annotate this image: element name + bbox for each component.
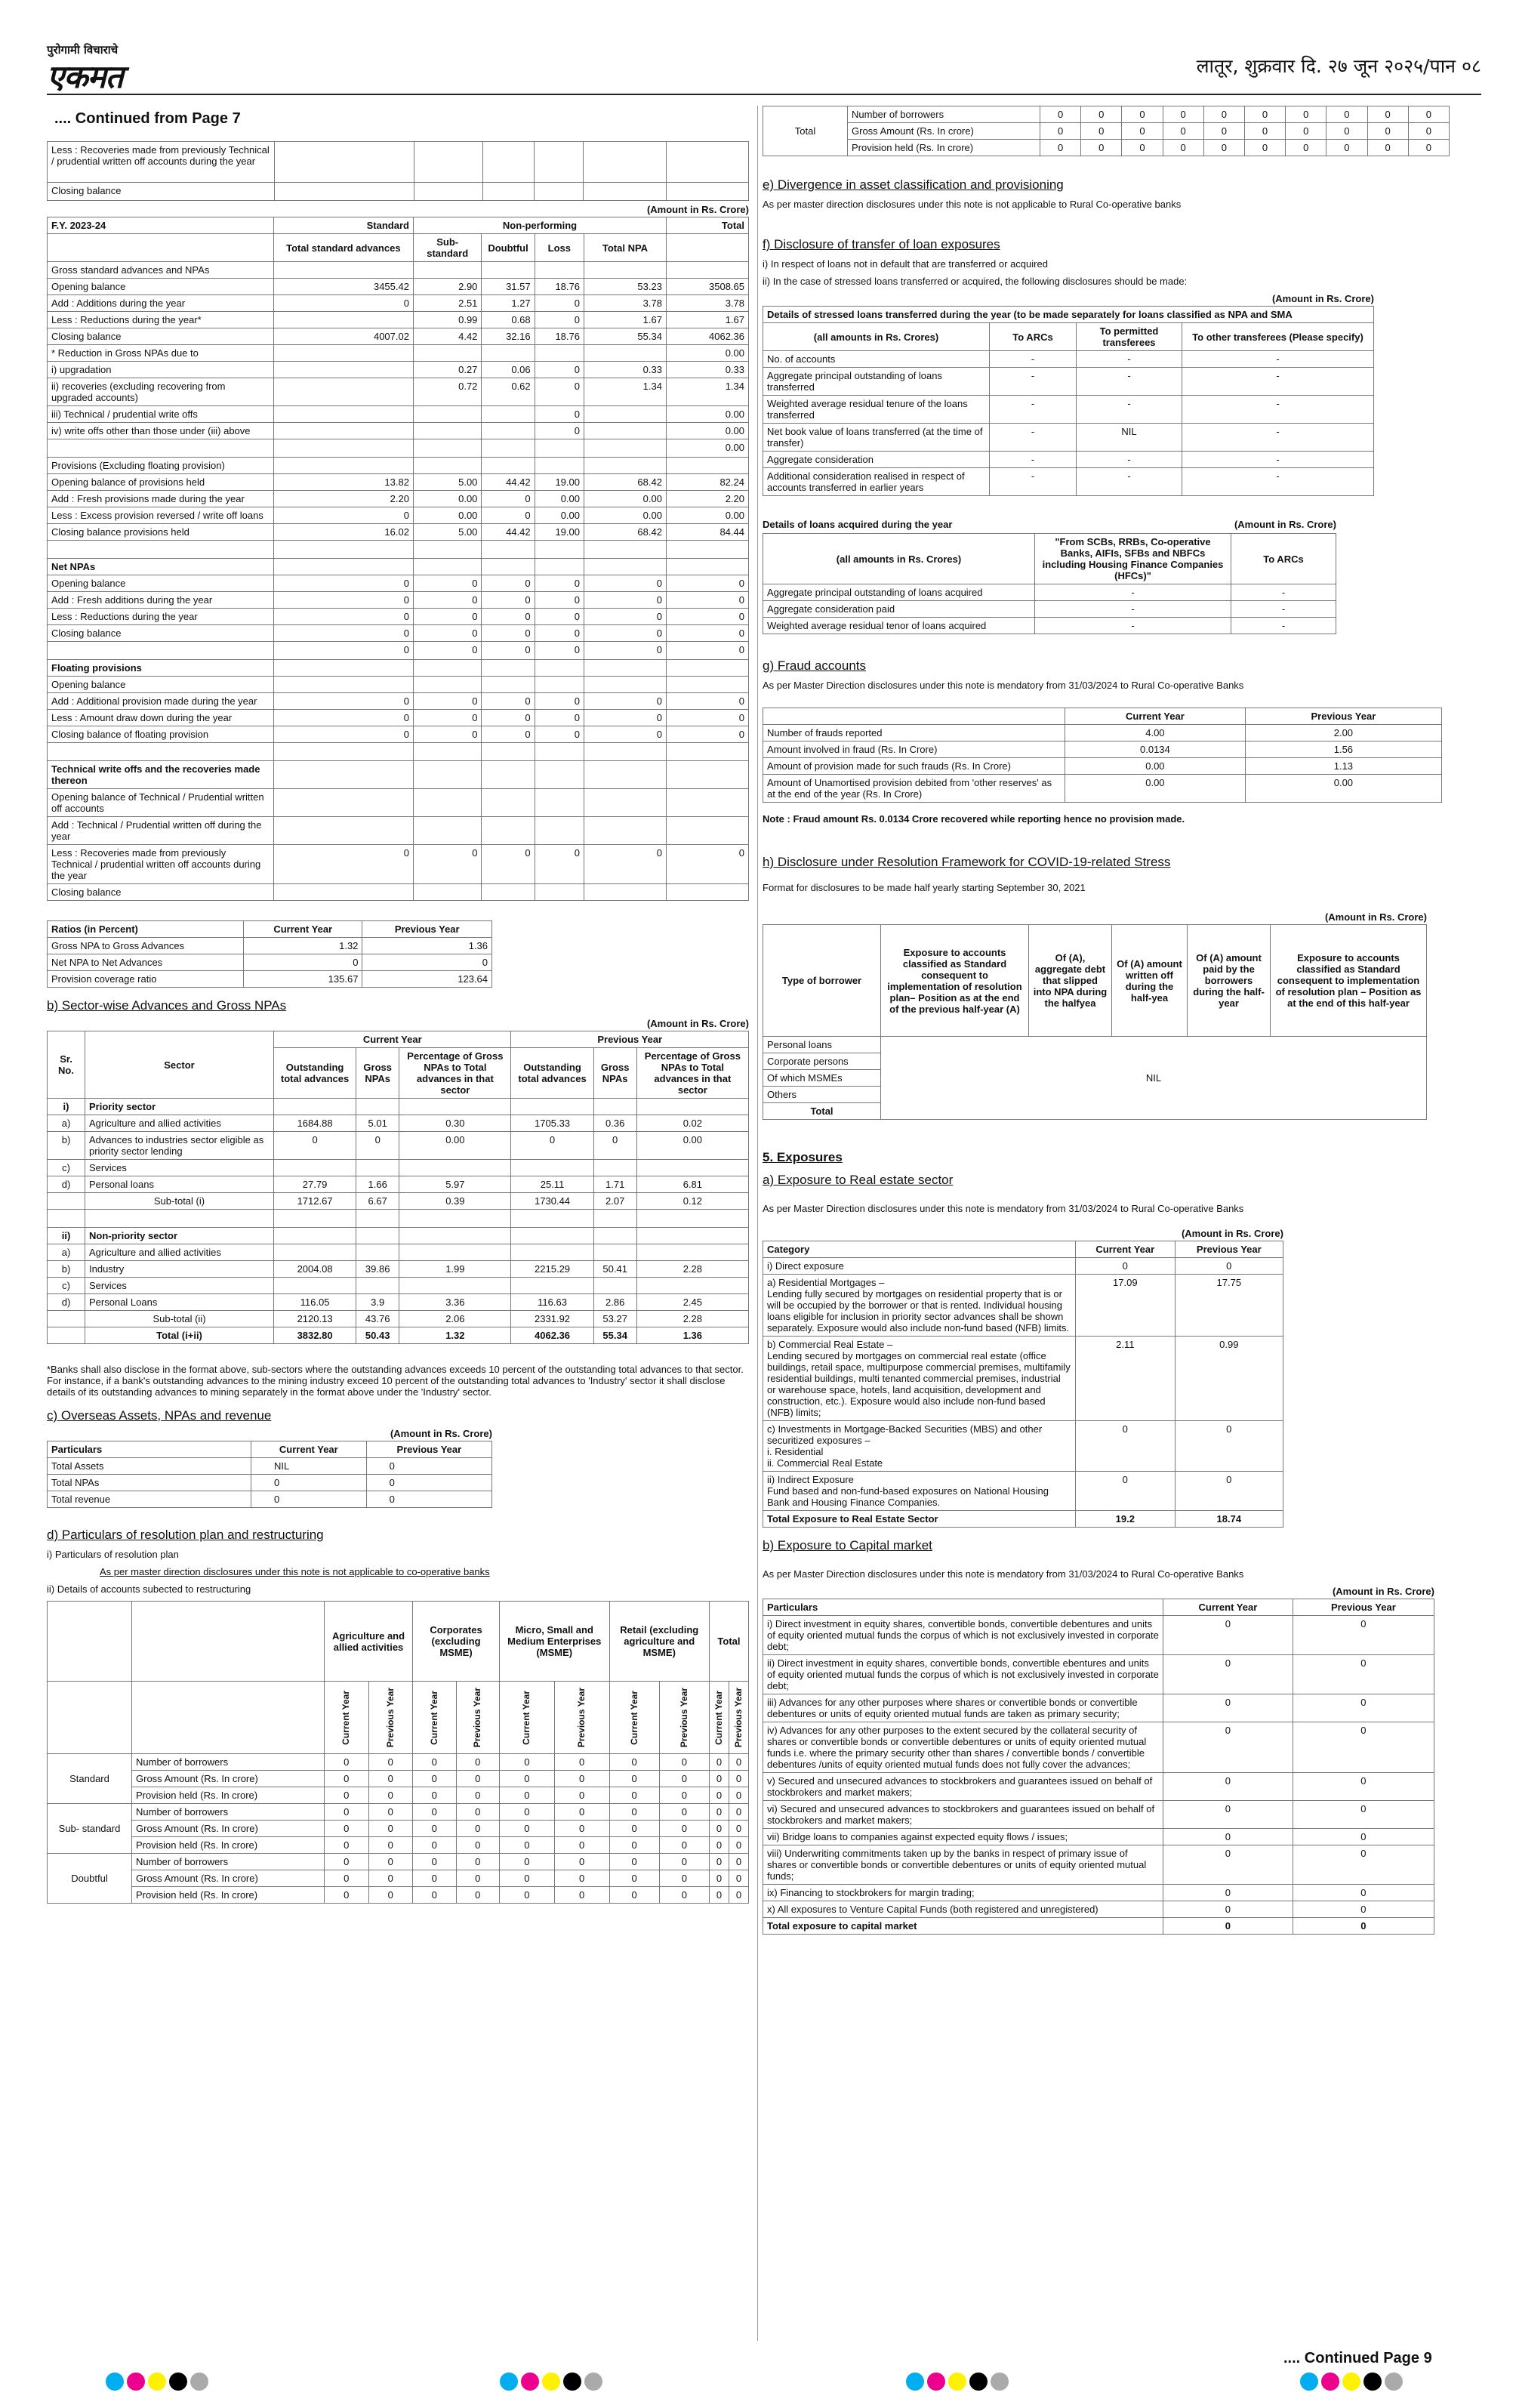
table-row: Provision held (Rs. In crore) 0 0 0 0 0 0 0 0 0 0 bbox=[48, 1787, 749, 1804]
table-row: Provision held (Rs. In crore) 0 0 0 0 0 0 0 0 0 0 bbox=[48, 1837, 749, 1854]
registration-dot bbox=[563, 2373, 581, 2391]
registration-dot bbox=[1321, 2373, 1339, 2391]
registration-dot bbox=[1300, 2373, 1318, 2391]
table-row: Less : Reductions during the year* 0.99 0.68 0 1.67 1.67 bbox=[48, 312, 749, 328]
table-row: x) All exposures to Venture Capital Funds (both registered and unregistered) 0 0 bbox=[763, 1901, 1434, 1918]
table-row: Sub-total (ii) 2120.13 43.76 2.06 2331.92 53.27 2.28 bbox=[48, 1311, 749, 1327]
registration-marks bbox=[106, 2373, 208, 2391]
ratios-table: Ratios (in Percent) Current Year Previous Year Gross NPA to Gross Advances 1.32 1.36 Net NPA to Net Advances 0 0 Provision coverage ratio 135.67 123.64 bbox=[47, 920, 492, 988]
table-row bbox=[48, 743, 749, 761]
table-row: i) Direct exposure 0 0 bbox=[763, 1258, 1283, 1275]
table-row: Opening balance 0 0 0 0 0 0 bbox=[48, 575, 749, 592]
divergence-title: e) Divergence in asset classification and provisioning bbox=[763, 177, 1064, 192]
table-row: a) Agriculture and allied activities 1684.88 5.01 0.30 1705.33 0.36 0.02 bbox=[48, 1115, 749, 1132]
table-row: a) Agriculture and allied activities bbox=[48, 1244, 749, 1261]
registration-dot bbox=[106, 2373, 124, 2391]
table-row: Gross Amount (Rs. In crore) 0 0 0 0 0 0 0 0 0 0 bbox=[48, 1821, 749, 1837]
table-row: Less : Recoveries made from previously Technical / prudential written off accounts during the year 0 0 0 0 0 0 bbox=[48, 845, 749, 884]
table-row: Provision coverage ratio 135.67 123.64 bbox=[48, 971, 492, 988]
total-row: Total Exposure to Real Estate Sector 19.2 18.74 bbox=[763, 1511, 1283, 1528]
table-row: iii) Advances for any other purposes where shares or convertible bonds or convertible debentures or units of equity oriented mutual funds are taken as primary security; 0 0 bbox=[763, 1694, 1434, 1722]
table-row: Total NPAs 0 0 bbox=[48, 1475, 492, 1491]
table-row: Others bbox=[763, 1087, 1427, 1103]
table-row: c) Investments in Mortgage-Backed Securities (MBS) and other securitized exposures – i. Residential ii. Commercial Real Estate 0 0 bbox=[763, 1421, 1283, 1472]
table-row: Corporate persons bbox=[763, 1053, 1427, 1070]
table-row: Number of frauds reported 4.00 2.00 bbox=[763, 725, 1442, 742]
table-row: Doubtful Number of borrowers 0 0 0 0 0 0 0 0 0 0 bbox=[48, 1854, 749, 1870]
newspaper-logo: एकमत bbox=[47, 58, 123, 95]
table-row: vi) Secured and unsecured advances to stockbrokers and guarantees issued on behalf of stockbrokers and market makers; 0 0 bbox=[763, 1801, 1434, 1829]
column-divider bbox=[757, 106, 758, 2341]
table-row: Less : Excess provision reversed / write off loans 0 0.00 0 0.00 0.00 0.00 bbox=[48, 507, 749, 524]
table-row: Aggregate principal outstanding of loans acquired - - bbox=[763, 584, 1336, 601]
table-row: Provisions (Excluding floating provision) bbox=[48, 458, 749, 474]
table-row: Opening balance of Technical / Prudential written off accounts bbox=[48, 789, 749, 817]
table-row: Closing balance of floating provision 0 0 0 0 0 0 bbox=[48, 726, 749, 743]
table-row: c) Services bbox=[48, 1278, 749, 1294]
registration-dot bbox=[190, 2373, 208, 2391]
table-row: Closing balance provisions held 16.02 5.00 44.42 19.00 68.42 84.44 bbox=[48, 524, 749, 541]
fraud-title: g) Fraud accounts bbox=[763, 658, 867, 673]
table-row: Add : Fresh additions during the year 0 0 0 0 0 0 bbox=[48, 592, 749, 609]
registration-dot bbox=[1385, 2373, 1403, 2391]
registration-dot bbox=[1342, 2373, 1360, 2391]
exposures-title: 5. Exposures bbox=[763, 1150, 843, 1164]
table-row: 0.00 bbox=[48, 439, 749, 458]
continued-to: .... Continued Page 9 bbox=[1283, 2350, 1432, 2366]
table-row: Personal loans NIL bbox=[763, 1037, 1427, 1053]
table-row: Aggregate consideration - - - bbox=[763, 452, 1374, 468]
registration-marks bbox=[500, 2373, 602, 2391]
table-row: No. of accounts - - - bbox=[763, 351, 1374, 368]
table-row: iv) Advances for any other purposes to the extent secured by the collateral security of shares or convertible bonds or convertible debentures or units of equity oriented mutual funds i.e. where the primary security other than shares / convertible bonds / convertible debentures /units of equity oriented mutual funds does not fully cover the advances; 0 0 bbox=[763, 1722, 1434, 1773]
table-row: a) Residential Mortgages – Lending fully secured by mortgages on residential property that is or will be occupied by the borrower or that is rented. Individual housing loans eligible for inclusion in priority sector advances shall be shown separately. Exposure would also include non-fund based (NFB) limits. 17.09 17.75 bbox=[763, 1275, 1283, 1337]
sector-table: Sr. No. Sector Current Year Previous Year Outstanding total advances Gross NPAs Percentage of Gross NPAs to Total advances in that sector Outstanding total advances Gross NPAs Percentage of Gross NPAs to Total advances in that sector i) Priority sector a) Agriculture and allied activities 1684.88 5.01 0.30 1705.33 0.36 0.02 b) Advances to industries sector eligible as priority sector lending 0 0 0.00 0 0 0.00 c) Services d) Personal loans 27.79 1.66 5.97 25.11 1.71 6.81 Sub-total (i) 1712.67 6.67 0.39 1730.44 2.07 0.12 ii) Non-priority sector a) Agriculture and allied activities b) Industry 2004.08 39.86 1.99 2215.29 50.41 2.28 c) Services d) Personal Loans 116.05 3.9 3.36 116.63 2.86 2.45 Sub-total (ii) 2120.13 43.76 2.06 2331.92 53.27 2.28 Total (i+ii) 3832.80 50.43 1.32 4062.36 55.34 1.36 bbox=[47, 1031, 749, 1344]
table-row: Amount of Unamortised provision debited from 'other reserves' as at the end of the year (Rs. In Crore) 0.00 0.00 bbox=[763, 775, 1442, 803]
table-row: Weighted average residual tenor of loans acquired - - bbox=[763, 618, 1336, 634]
registration-dot bbox=[521, 2373, 539, 2391]
fraud-table: Current Year Previous Year Number of frauds reported 4.00 2.00 Amount involved in fraud (Rs. In Crore) 0.0134 1.56 Amount of provision made for such frauds (Rs. In Crore) 0.00 1.13 Amount of Unamortised provision debited from 'other reserves' as at the end of the year (Rs. In Crore) 0.00 0.00 bbox=[763, 708, 1442, 803]
table-row: Amount of provision made for such frauds (Rs. In Crore) 0.00 1.13 bbox=[763, 758, 1442, 775]
right-column: Total Number of borrowers 0 0 0 0 0 0 0 0 0 0 Gross Amount (Rs. In crore) 0 0 0 0 0 0 0 0 0 0 Provision held (Rs. In crore) 0 0 0 0 0 0 0 0 0 0 e) Divergence in asset classification and provisioning As per master direction disclosures under this note is not applicable to Rural Co-operative banks f) Disclosure of transfer of loan exposures i) In respect of loans not in default that are transferred or acquired ii) In the case of stressed loans transferred or acquired, the following disclosures should be made: (Amount in Rs. Crore) Details of stressed loans transferred during the year (to be made separately for loans classified as NPA and SMA (all amounts in Rs. Crores) To ARCs To permitted transferees To other transferees (Please specify) No. of accounts - - - Aggregate principal outstanding of loans transferred - - - Weighted average residual tenure of the loans transferred - - - Net book value of loans transferred (at the time of transfer) - NIL - Aggregate consideration - - - Additional consideration realised in respect of accounts transferred in earlier years - - - Details of loans acquired during the year (Amount in Rs. Crore) (all amounts in Rs. Crores) "From SCBs, RRBs, Co-operative Banks, AIFIs, SFBs and NBFCs including Housing Finance Companies (HFCs)" To ARCs Aggregate principal outstanding of loans acquired - - Aggregate consideration paid - - Weighted average residual tenor of loans acquired - - g) Fraud accounts As per Master Direction disclosures under this note is mendatory from 31/03/2024 to Rural Co-operative Banks Current Year Previous Year Number of frauds reported 4.00 2.00 Amount involved in fraud (Rs. In Crore) 0.0134 1.56 Amount of provision made for such frauds (Rs. In Crore) 0.00 1.13 Amount of Unamortised provision debited from 'other reserves' as at the end of the year (Rs. In Crore) 0.00 0.00 Note : Fraud amount Rs. 0.0134 Crore recovered while reporting hence no provision made. h) Disclosure under Resolution Framework for COVID-19-related Stress Format for disclosures to be made half yearly starting September 30, 2021 (Amount in Rs. Crore) Type of borrower Exposure to accounts classified as Standard consequent to implementation of resolution plan– Position as at the end of the previous half-year (A) Of (A), aggregate debt that slipped into NPA during the halfyea Of (A) amount written off during the half-yea Of (A) amount paid by the borrowers during the half- year Exposure to accounts classified as Standard consequent to implementation of resolution plan – Position as at the end of this half-year Personal loans NIL Corporate persons Of which MSMEs Others Total 5. Exposures a) Exposure to Real estate sector As per Master Direction disclosures under this note is mendatory from 31/03/2024 to Rural Co-operative Banks (Amount in Rs. Crore) Category Current Year Previous Year i) Direct exposure 0 0 a) Residential Mortgages – Lending fully secured by mortgages on residential property that is or will be occupied by the borrower or that is rented. Individual housing loans eligible for inclusion in priority sector advances shall be shown separately. Exposure would also include non-fund based (NFB) limits. 17.09 17.75 b) Commercial Real Estate – Lending secured by mortgages on commercial real estate (office buildings, retail space, multipurpose commercial premises, multifamily residential buildings, multi tenanted commercial premises, industrial or warehouse space, hotels, land acquisition, development and construction, etc.). Exposure would also include non-fund based (NFB) limits; 2.11 0.99 c) Investments in Mortgage-Backed Securities (MBS) and other securitized exposures – i. Residential ii. Commercial Real Estate 0 0 ii) Indirect Exposure Fund based and non-fund-based exposures on National Housing Bank and Housing Finance Companies. 0 0 Total Exposure to Real Estate Sector 19.2 18.74 b) Exposure to Capital market As per Master Direction disclosures under this note is mendatory from 31/03/2024 to Rural Co-operative Banks (Amount in Rs. Crore) Particulars Current Year Previous Year i) Direct investment in equity shares, convertible bonds, convertible debentures and units of equity oriented mutual funds the corpus of which is not exclusively invested in corporate debt; 0 0 ii) Direct investment in equity shares, convertible bonds, convertible ebentures and units of equity oriented mutual funds the corpus of which is not exclusively invested in corporate debt; 0 0 iii) Advances for any other purposes where shares or convertible bonds or convertible debentures or units of equity oriented mutual funds are taken as primary security; 0 0 iv) Advances for any other purposes to the extent secured by the collateral security of shares or convertible bonds or convertible debentures or units of equity oriented mutual funds i.e. where the primary security other than shares / convertible bonds / convertible debentures /units of equity oriented mutual funds does not fully cover the advances; 0 0 v) Secured and unsecured advances to stockbrokers and guarantees issued on behalf of stockbrokers and market makers; 0 0 vi) Secured and unsecured advances to stockbrokers and guarantees issued on behalf of stockbrokers and market makers; 0 0 vii) Bridge loans to companies against expected equity flows / issues; 0 0 viii) Underwriting commitments taken up by the banks in respect of primary issue of shares or convertible bonds or convertible debentures or units of equity oriented mutual funds; 0 0 ix) Financing to stockbrokers for margin trading; 0 0 x) All exposures to Venture Capital Funds (both registered and unregistered) 0 0 Total exposure to capital market 0 0 bbox=[763, 106, 1457, 1935]
table-row: Closing balance 4007.02 4.42 32.16 18.76 55.34 4062.36 bbox=[48, 328, 749, 345]
table-row: d) Personal Loans 116.05 3.9 3.36 116.63 2.86 2.45 bbox=[48, 1294, 749, 1311]
table-row: Opening balance of provisions held 13.82 5.00 44.42 19.00 68.42 82.24 bbox=[48, 474, 749, 491]
sector-footnote: *Banks shall also disclose in the format above, sub-sectors where the outstanding advances exceeds 10 percent of the outstanding total advances to that sector. For instance, if a bank's outstanding advances to the mining industry exceed 10 percent of the outstanding total advances to 'Industry' sector it shall disclose details of its outstanding advances to mining separately in the format above under the 'Industry' sector. bbox=[47, 1364, 744, 1398]
table-row: Gross Amount (Rs. In crore) 0 0 0 0 0 0 0 0 0 0 bbox=[48, 1870, 749, 1887]
table-row: ii) recoveries (excluding recovering from upgraded accounts) 0.72 0.62 0 1.34 1.34 bbox=[48, 378, 749, 406]
table-row: Opening balance 3455.42 2.90 31.57 18.76 53.23 3508.65 bbox=[48, 279, 749, 295]
table-row: Standard Number of borrowers 0 0 0 0 0 0 0 0 0 0 bbox=[48, 1754, 749, 1771]
table-row: Aggregate principal outstanding of loans transferred - - - bbox=[763, 368, 1374, 396]
overseas-table: Particulars Current Year Previous Year Total Assets NIL 0 Total NPAs 0 0 Total revenue 0 0 bbox=[47, 1441, 492, 1508]
table-row: Provision held (Rs. In crore) 0 0 0 0 0 0 0 0 0 0 bbox=[48, 1887, 749, 1904]
real-estate-table: Category Current Year Previous Year i) Direct exposure 0 0 a) Residential Mortgages – Lending fully secured by mortgages on residential property that is or will be occupied by the borrower or that is rented. Individual housing loans eligible for inclusion in priority sector advances shall be shown separately. Exposure would also include non-fund based (NFB) limits. 17.09 17.75 b) Commercial Real Estate – Lending secured by mortgages on commercial real estate (office buildings, retail space, multipurpose commercial premises, multifamily residential buildings, multi tenanted commercial premises, industrial or warehouse space, hotels, land acquisition, development and construction, etc.). Exposure would also include non-fund based (NFB) limits; 2.11 0.99 c) Investments in Mortgage-Backed Securities (MBS) and other securitized exposures – i. Residential ii. Commercial Real Estate 0 0 ii) Indirect Exposure Fund based and non-fund-based exposures on National Housing Bank and Housing Finance Companies. 0 0 Total Exposure to Real Estate Sector 19.2 18.74 bbox=[763, 1241, 1283, 1528]
table-row: ii) Non-priority sector bbox=[48, 1228, 749, 1244]
registration-dot bbox=[969, 2373, 988, 2391]
table-row: * Reduction in Gross NPAs due to 0.00 bbox=[48, 345, 749, 362]
table-row bbox=[48, 1210, 749, 1228]
table-row: Weighted average residual tenure of the loans transferred - - - bbox=[763, 396, 1374, 424]
table-row: Additional consideration realised in respect of accounts transferred in earlier years - - - bbox=[763, 468, 1374, 496]
transfer-title: f) Disclosure of transfer of loan exposures bbox=[763, 237, 1000, 251]
registration-dot bbox=[948, 2373, 966, 2391]
table-row: Net NPA to Net Advances 0 0 bbox=[48, 954, 492, 971]
registration-dot bbox=[127, 2373, 145, 2391]
table-row: Gross Amount (Rs. In crore) 0 0 0 0 0 0 0 0 0 0 bbox=[48, 1771, 749, 1787]
loans-acquired-table: (all amounts in Rs. Crores) "From SCBs, RRBs, Co-operative Banks, AIFIs, SFBs and NBFCs including Housing Finance Companies (HFCs)" To ARCs Aggregate principal outstanding of loans acquired - - Aggregate consideration paid - - Weighted average residual tenor of loans acquired - - bbox=[763, 533, 1336, 634]
table-row: i) upgradation 0.27 0.06 0 0.33 0.33 bbox=[48, 362, 749, 378]
table-row: Gross standard advances and NPAs bbox=[48, 262, 749, 279]
covid-title: h) Disclosure under Resolution Framework for COVID-19-related Stress bbox=[763, 855, 1171, 869]
table-row: Provision held (Rs. In crore) 0 0 0 0 0 0 0 0 0 0 bbox=[763, 140, 1450, 156]
table-row: Add : Fresh provisions made during the year 2.20 0.00 0 0.00 0.00 2.20 bbox=[48, 491, 749, 507]
table-row: c) Services bbox=[48, 1160, 749, 1176]
logo-tagline: पुरोगामी विचाराचे bbox=[47, 43, 119, 57]
table-row: Net book value of loans transferred (at the time of transfer) - NIL - bbox=[763, 424, 1374, 452]
table-row: iii) Technical / prudential write offs 0 0.00 bbox=[48, 406, 749, 423]
table-row: Aggregate consideration paid - - bbox=[763, 601, 1336, 618]
registration-marks bbox=[1300, 2373, 1403, 2391]
table-row: Opening balance bbox=[48, 677, 749, 693]
table-row: Sub- standard Number of borrowers 0 0 0 0 0 0 0 0 0 0 bbox=[48, 1804, 749, 1821]
registration-dot bbox=[991, 2373, 1009, 2391]
table-row: v) Secured and unsecured advances to stockbrokers and guarantees issued on behalf of stockbrokers and market makers; 0 0 bbox=[763, 1773, 1434, 1801]
table-row: Closing balance 0 0 0 0 0 0 bbox=[48, 625, 749, 642]
table-row: Add : Additions during the year 0 2.51 1.27 0 3.78 3.78 bbox=[48, 295, 749, 312]
stressed-loans-transferred-table: Details of stressed loans transferred during the year (to be made separately for loans classified as NPA and SMA (all amounts in Rs. Crores) To ARCs To permitted transferees To other transferees (Please specify) No. of accounts - - - Aggregate principal outstanding of loans transferred - - - Weighted average residual tenure of the loans transferred - - - Net book value of loans transferred (at the time of transfer) - NIL - Aggregate consideration - - - Additional consideration realised in respect of accounts transferred in earlier years - - - bbox=[763, 306, 1374, 496]
table-row: Closing balance bbox=[48, 884, 749, 901]
overseas-title: c) Overseas Assets, NPAs and revenue bbox=[47, 1408, 272, 1423]
table-row: Less : Amount draw down during the year 0 0 0 0 0 0 bbox=[48, 710, 749, 726]
registration-marks bbox=[906, 2373, 1009, 2391]
registration-dot bbox=[584, 2373, 602, 2391]
left-column: .... Continued from Page 7 Less : Recoveries made from previously Technical / prudential written off accounts during the year Closing balance (Amount in Rs. Crore) F.Y. 2023-24 Standard Non-performing Total Total standard advances Sub-standard Doubtful Loss Total NPA Gross standard advances and NPAs Opening balance 3455.42 2.90 31.57 18.76 53.23 3508.65 Add : Additions during the year 0 2.51 1.27 0 3.78 3.78 Less : Reductions during the year* 0.99 0.68 0 1.67 1.67 Closing balance 4007.02 4.42 32.16 18.76 55.34 4062.36 * Reduction in Gross NPAs due to 0.00 i) upgradation 0.27 0.06 0 0.33 0.33 ii) recoveries (excluding recovering from upgraded accounts) 0.72 0.62 0 1.34 1.34 iii) Technical / prudential write offs 0 0.00 iv) write offs other than those under (iii) above 0 0.00 0.00 Provisions (Excluding floating provision) Opening balance of provisions held 13.82 5.00 44.42 19.00 68.42 82.24 Add : Fresh provisions made during the year 2.20 0.00 0 0.00 0.00 2.20 Less : Excess provision reversed / write off loans 0 0.00 0 0.00 0.00 0.00 Closing balance provisions held 16.02 5.00 44.42 19.00 68.42 84.44 Net NPAs Opening balance 0 0 0 0 0 0 Add : Fresh additions during the year 0 0 0 0 0 0 Less : Reductions during the year 0 0 0 0 0 0 Closing balance 0 0 0 0 0 0 0 0 0 0 0 0 Floating provisions Opening balance Add : Additional provision made during the year 0 0 0 0 0 0 Less : Amount draw down during the year 0 0 0 0 0 0 Closing balance of floating provision 0 0 0 0 0 0 Technical write offs and the recoveries made thereon Opening balance of Technical / Prudential written off accounts Add : Technical / Prudential written off during the year Less : Recoveries made from previously Technical / prudential written off accounts during the year 0 0 0 0 0 0 Closing balance Ratios (in Percent) Current Year Previous Year Gross NPA to Gross Advances 1.32 1.36 Net NPA to Net Advances 0 0 Provision coverage ratio 135.67 123.64 b) Sector-wise Advances and Gross NPAs (Amount in Rs. Crore) Sr. No. Sector Current Year Previous Year Outstanding total advances Gross NPAs Percentage of Gross NPAs to Total advances in that sector Outstanding total advances Gross NPAs Percentage of Gross NPAs to Total advances in that sector i) Priority sector a) Agriculture and allied activities 1684.88 5.01 0.30 1705.33 0.36 0.02 b) Advances to industries sector eligible as priority sector lending 0 0 0.00 0 0 0.00 c) Services d) Personal loans 27.79 1.66 5.97 25.11 1.71 6.81 Sub-total (i) 1712.67 6.67 0.39 1730.44 2.07 0.12 ii) Non-priority sector a) Agriculture and allied activities b) Industry 2004.08 39.86 1.99 2215.29 50.41 2.28 c) Services d) Personal Loans 116.05 3.9 3.36 116.63 2.86 2.45 Sub-total (ii) 2120.13 43.76 2.06 2331.92 53.27 2.28 Total (i+ii) 3832.80 50.43 1.32 4062.36 55.34 1.36 *Banks shall also disclose in the format above, sub-sectors where the outstanding advances exceeds 10 percent of the outstanding total advances to that sector. For instance, if a bank's outstanding advances to the mining industry exceed 10 percent of the outstanding total advances to 'Industry' sector it shall disclose details of its outstanding advances to mining separately in the format above under the 'Industry' sector. c) Overseas Assets, NPAs and revenue (Amount in Rs. Crore) Particulars Current Year Previous Year Total Assets NIL 0 Total NPAs 0 0 Total revenue 0 0 d) Particulars of resolution plan and restructuring i) Particulars of resolution plan As per master direction disclosures under this note is not applicable to co-operative banks ii) Details of accounts subected to restructuring Agriculture and allied activities Corporates (excluding MSME) Micro, Small and Medium Enterprises (MSME) Retail (excluding agriculture and MSME) Total Current Year Previous Year Current Year Previous Year Current Year Previous Year Current Year Previous Year Current Year Previous Year Standard Number of borrowers 0 0 0 0 0 0 0 0 0 0 Gross Amount (Rs. In crore) 0 0 0 0 0 0 0 0 0 0 Provision held (Rs. In crore) 0 0 0 0 0 0 0 0 0 0 Sub- standard Number of borrowers 0 0 0 0 0 0 0 0 0 0 Gross Amount (Rs. In crore) 0 0 0 0 0 0 0 0 0 0 Provision held (Rs. In crore) 0 0 0 0 0 0 0 0 0 0 Doubtful Number of borrowers 0 0 0 0 0 0 0 0 0 0 Gross Amount (Rs. In crore) 0 0 0 0 0 0 0 0 0 0 Provision held (Rs. In crore) 0 0 0 0 0 0 0 0 0 0 bbox=[47, 106, 749, 1904]
table-row: Total (i+ii) 3832.80 50.43 1.32 4062.36 55.34 1.36 bbox=[48, 1327, 749, 1344]
registration-dot bbox=[542, 2373, 560, 2391]
capital-market-table: Particulars Current Year Previous Year i) Direct investment in equity shares, convertible bonds, convertible debentures and units of equity oriented mutual funds the corpus of which is not exclusively invested in corporate debt; 0 0 ii) Direct investment in equity shares, convertible bonds, convertible ebentures and units of equity oriented mutual funds the corpus of which is not exclusively invested in corporate debt; 0 0 iii) Advances for any other purposes where shares or convertible bonds or convertible debentures or units of equity oriented mutual funds are taken as primary security; 0 0 iv) Advances for any other purposes to the extent secured by the collateral security of shares or convertible bonds or convertible debentures or units of equity oriented mutual funds i.e. where the primary security other than shares / convertible bonds / convertible debentures /units of equity oriented mutual funds does not fully cover the advances; 0 0 v) Secured and unsecured advances to stockbrokers and guarantees issued on behalf of stockbrokers and market makers; 0 0 vi) Secured and unsecured advances to stockbrokers and guarantees issued on behalf of stockbrokers and market makers; 0 0 vii) Bridge loans to companies against expected equity flows / issues; 0 0 viii) Underwriting commitments taken up by the banks in respect of primary issue of shares or convertible bonds or convertible debentures or units of equity oriented mutual funds; 0 0 ix) Financing to stockbrokers for margin trading; 0 0 x) All exposures to Venture Capital Funds (both registered and unregistered) 0 0 Total exposure to capital market 0 0 bbox=[763, 1599, 1434, 1935]
amount-note: (Amount in Rs. Crore) bbox=[646, 1018, 749, 1029]
amount-note: (Amount in Rs. Crore) bbox=[646, 204, 749, 215]
amount-note: (Amount in Rs. Crore) bbox=[390, 1428, 492, 1439]
registration-dot bbox=[148, 2373, 166, 2391]
table-row bbox=[48, 541, 749, 559]
table-row: d) Personal loans 27.79 1.66 5.97 25.11 1.71 6.81 bbox=[48, 1176, 749, 1193]
table-row: Add : Technical / Prudential written off during the year bbox=[48, 817, 749, 845]
table-row: Of which MSMEs bbox=[763, 1070, 1427, 1087]
table-row: Amount involved in fraud (Rs. In Crore) 0.0134 1.56 bbox=[763, 742, 1442, 758]
registration-dot bbox=[169, 2373, 187, 2391]
table-row: i) Direct investment in equity shares, convertible bonds, convertible debentures and units of equity oriented mutual funds the corpus of which is not exclusively invested in corporate debt; 0 0 bbox=[763, 1616, 1434, 1655]
npa-movement-table: F.Y. 2023-24 Standard Non-performing Total Total standard advances Sub-standard Doubtful Loss Total NPA Gross standard advances and NPAs Opening balance 3455.42 2.90 31.57 18.76 53.23 3508.65 Add : Additions during the year 0 2.51 1.27 0 3.78 3.78 Less : Reductions during the year* 0.99 0.68 0 1.67 1.67 Closing balance 4007.02 4.42 32.16 18.76 55.34 4062.36 * Reduction in Gross NPAs due to 0.00 i) upgradation 0.27 0.06 0 0.33 0.33 ii) recoveries (excluding recovering from upgraded accounts) 0.72 0.62 0 1.34 1.34 iii) Technical / prudential write offs 0 0.00 iv) write offs other than those under (iii) above 0 0.00 0.00 Provisions (Excluding floating provision) Opening balance of provisions held 13.82 5.00 44.42 19.00 68.42 82.24 Add : Fresh provisions made during the year 2.20 0.00 0 0.00 0.00 2.20 Less : Excess provision reversed / write off loans 0 0.00 0 0.00 0.00 0.00 Closing balance provisions held 16.02 5.00 44.42 19.00 68.42 84.44 Net NPAs Opening balance 0 0 0 0 0 0 Add : Fresh additions during the year 0 0 0 0 0 0 Less : Reductions during the year 0 0 0 0 0 0 Closing balance 0 0 0 0 0 0 0 0 0 0 0 0 Floating provisions Opening balance Add : Additional provision made during the year 0 0 0 0 0 0 Less : Amount draw down during the year 0 0 0 0 0 0 Closing balance of floating provision 0 0 0 0 0 0 Technical write offs and the recoveries made thereon Opening balance of Technical / Prudential written off accounts Add : Technical / Prudential written off during the year Less : Recoveries made from previously Technical / prudential written off accounts during the year 0 0 0 0 0 0 Closing balance bbox=[47, 217, 749, 901]
table-row: ix) Financing to stockbrokers for margin trading; 0 0 bbox=[763, 1885, 1434, 1901]
restructuring-total-table bbox=[763, 106, 1450, 156]
registration-dot bbox=[927, 2373, 945, 2391]
table-row: vii) Bridge loans to companies against expected equity flows / issues; 0 0 bbox=[763, 1829, 1434, 1845]
table-row: Total Assets NIL 0 bbox=[48, 1458, 492, 1475]
table-row: b) Advances to industries sector eligible as priority sector lending 0 0 0.00 0 0 0.00 bbox=[48, 1132, 749, 1160]
table-row: Total Number of borrowers 0 0 0 0 0 0 0 0 0 0 bbox=[763, 106, 1450, 123]
table-row: Add : Additional provision made during the year 0 0 0 0 0 0 bbox=[48, 693, 749, 710]
registration-dot bbox=[906, 2373, 924, 2391]
table-row: Floating provisions bbox=[48, 660, 749, 677]
table-row: Technical write offs and the recoveries made thereon bbox=[48, 761, 749, 789]
registration-dot bbox=[500, 2373, 518, 2391]
sector-title: b) Sector-wise Advances and Gross NPAs bbox=[47, 998, 287, 1013]
masthead bbox=[47, 36, 1481, 95]
registration-dot bbox=[1363, 2373, 1382, 2391]
continued-from: .... Continued from Page 7 bbox=[54, 110, 241, 127]
restructuring-table: Agriculture and allied activities Corporates (excluding MSME) Micro, Small and Medium Enterprises (MSME) Retail (excluding agriculture and MSME) Total Current Year Previous Year Current Year Previous Year Current Year Previous Year Current Year Previous Year Current Year Previous Year Standard Number of borrowers 0 0 0 0 0 0 0 0 0 0 Gross Amount (Rs. In crore) 0 0 0 0 0 0 0 0 0 0 Provision held (Rs. In crore) 0 0 0 0 0 0 0 0 0 0 Sub- standard Number of borrowers 0 0 0 0 0 0 0 0 0 0 Gross Amount (Rs. In crore) 0 0 0 0 0 0 0 0 0 0 Provision held (Rs. In crore) 0 0 0 0 0 0 0 0 0 0 Doubtful Number of borrowers 0 0 0 0 0 0 0 0 0 0 Gross Amount (Rs. In crore) 0 0 0 0 0 0 0 0 0 0 Provision held (Rs. In crore) 0 0 0 0 0 0 0 0 0 0 bbox=[47, 1601, 749, 1904]
top-fragment-table: Less : Recoveries made from previously Technical / prudential written off accounts during the year Closing balance bbox=[47, 141, 749, 201]
total-row: Total exposure to capital market 0 0 bbox=[763, 1918, 1434, 1935]
resolution-title: d) Particulars of resolution plan and restructuring bbox=[47, 1528, 324, 1542]
covid-table: Type of borrower Exposure to accounts classified as Standard consequent to implementation of resolution plan– Position as at the end of the previous half-year (A) Of (A), aggregate debt that slipped into NPA during the halfyea Of (A) amount written off during the half-yea Of (A) amount paid by the borrowers during the half- year Exposure to accounts classified as Standard consequent to implementation of resolution plan – Position as at the end of this half-year Personal loans NIL Corporate persons Of which MSMEs Others Total bbox=[763, 924, 1427, 1120]
table-row: iv) write offs other than those under (iii) above 0 0.00 bbox=[48, 423, 749, 439]
table-row: ii) Direct investment in equity shares, convertible bonds, convertible ebentures and units of equity oriented mutual funds the corpus of which is not exclusively invested in corporate debt; 0 0 bbox=[763, 1655, 1434, 1694]
table-row: viii) Underwriting commitments taken up by the banks in respect of primary issue of shares or convertible bonds or convertible debentures or units of equity oriented mutual funds; 0 0 bbox=[763, 1845, 1434, 1885]
table-row: Gross Amount (Rs. In crore) 0 0 0 0 0 0 0 0 0 0 bbox=[763, 123, 1450, 140]
table-row: Net NPAs bbox=[48, 559, 749, 575]
dateline: लातूर, शुक्रवार दि. २७ जून २०२५/पान ०८ bbox=[1196, 55, 1481, 77]
table-row: Total revenue 0 0 bbox=[48, 1491, 492, 1508]
table-row: i) Priority sector bbox=[48, 1099, 749, 1115]
table-row: b) Industry 2004.08 39.86 1.99 2215.29 50.41 2.28 bbox=[48, 1261, 749, 1278]
table-row: Total bbox=[763, 1103, 1427, 1120]
table-row: 0 0 0 0 0 0 bbox=[48, 642, 749, 660]
table-row: ii) Indirect Exposure Fund based and non-fund-based exposures on National Housing Bank and Housing Finance Companies. 0 0 bbox=[763, 1472, 1283, 1511]
table-row: b) Commercial Real Estate – Lending secured by mortgages on commercial real estate (office buildings, retail space, multipurpose commercial premises, multifamily residential buildings, multi tenanted commercial premises, industrial or warehouse space, hotels, land acquisition, development and construction, etc.). Exposure would also include non-fund based (NFB) limits; 2.11 0.99 bbox=[763, 1337, 1283, 1421]
table-row: Less : Reductions during the year 0 0 0 0 0 0 bbox=[48, 609, 749, 625]
table-row: Gross NPA to Gross Advances 1.32 1.36 bbox=[48, 938, 492, 954]
table-row: Sub-total (i) 1712.67 6.67 0.39 1730.44 2.07 0.12 bbox=[48, 1193, 749, 1210]
